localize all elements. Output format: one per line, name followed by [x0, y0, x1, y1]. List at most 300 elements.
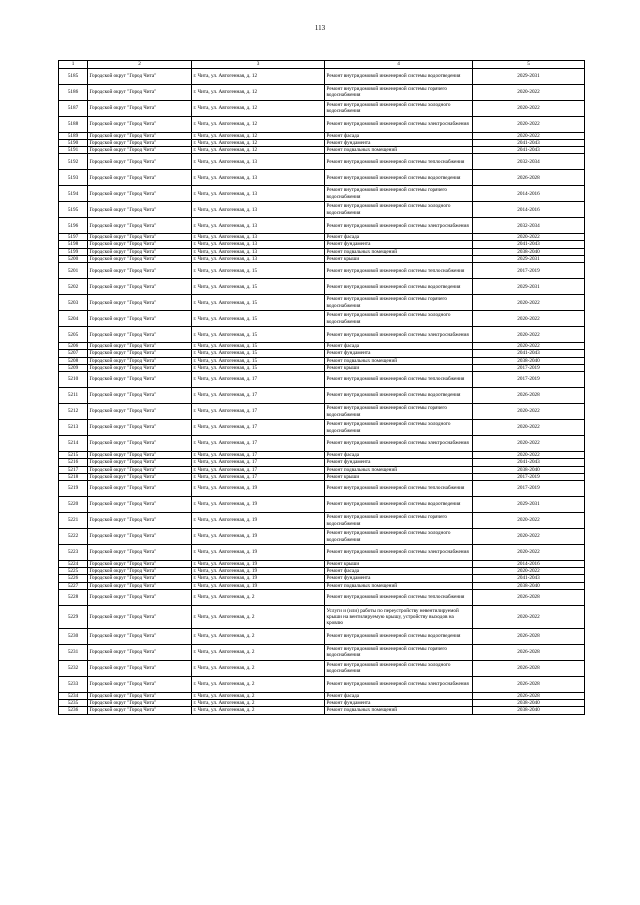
address-cell: г. Чита, ул. Автогенная, д. 13 — [192, 218, 325, 234]
period-cell: 2026-2028 — [473, 628, 585, 644]
address-cell: г. Чита, ул. Автогенная, д. 17 — [192, 466, 325, 473]
work-type-cell: Ремонт внутридомовой инженерной системы горячего водоснабжения — [325, 513, 473, 529]
period-cell: 2032-2034 — [473, 154, 585, 170]
table-row — [59, 132, 585, 139]
work-type-cell: Ремонт внутридомовой инженерной системы водоотведения — [325, 388, 473, 404]
column-header: 2 — [88, 61, 192, 69]
address-cell: г. Чита, ул. Автогенная, д. 17 — [192, 420, 325, 436]
work-type-cell: Ремонт фундамента — [325, 139, 473, 146]
work-type-cell: Ремонт фасада — [325, 452, 473, 459]
municipality-cell: Городской округ "Город Чита" — [88, 241, 192, 248]
table-row — [59, 589, 585, 605]
period-cell: 2038-2040 — [473, 707, 585, 714]
table-row — [59, 420, 585, 436]
period-cell: 2026-2028 — [473, 170, 585, 186]
municipality-cell: Городской округ "Город Чита" — [88, 676, 192, 692]
municipality-cell: Городской округ "Город Чита" — [88, 116, 192, 132]
address-cell: г. Чита, ул. Автогенная, д. 2 — [192, 605, 325, 628]
period-cell: 2020-2022 — [473, 84, 585, 100]
municipality-cell: Городской округ "Город Чита" — [88, 154, 192, 170]
period-cell: 2020-2022 — [473, 529, 585, 545]
row-number-cell: 5226 — [59, 575, 88, 582]
address-cell: г. Чита, ул. Автогенная, д. 12 — [192, 68, 325, 84]
row-number-cell: 5202 — [59, 279, 88, 295]
address-cell: г. Чита, ул. Автогенная, д. 17 — [192, 436, 325, 452]
municipality-cell: Городской округ "Город Чита" — [88, 234, 192, 241]
work-type-cell: Ремонт фундамента — [325, 700, 473, 707]
table-row — [59, 248, 585, 255]
period-cell: 2017-2019 — [473, 372, 585, 388]
address-cell: г. Чита, ул. Автогенная, д. 17 — [192, 404, 325, 420]
address-cell: г. Чита, ул. Автогенная, д. 13 — [192, 154, 325, 170]
table-row — [59, 605, 585, 628]
row-number-cell: 5186 — [59, 84, 88, 100]
work-type-cell: Ремонт фасада — [325, 568, 473, 575]
period-cell: 2038-2040 — [473, 700, 585, 707]
municipality-cell: Городской округ "Город Чита" — [88, 343, 192, 350]
address-cell: г. Чита, ул. Автогенная, д. 15 — [192, 295, 325, 311]
period-cell: 2041-2043 — [473, 350, 585, 357]
municipality-cell: Городской округ "Город Чита" — [88, 707, 192, 714]
municipality-cell: Городской округ "Город Чита" — [88, 628, 192, 644]
table-row — [59, 545, 585, 561]
table-row — [59, 372, 585, 388]
period-cell: 2026-2028 — [473, 388, 585, 404]
address-cell: г. Чита, ул. Автогенная, д. 19 — [192, 497, 325, 513]
period-cell: 2029-2031 — [473, 279, 585, 295]
address-cell: г. Чита, ул. Автогенная, д. 15 — [192, 343, 325, 350]
table-row — [59, 707, 585, 714]
table-row — [59, 68, 585, 84]
column-header: 1 — [59, 61, 88, 69]
work-type-cell: Ремонт внутридомовой инженерной системы холодного водоснабжения — [325, 420, 473, 436]
work-type-cell: Ремонт фундамента — [325, 350, 473, 357]
period-cell: 2020-2022 — [473, 132, 585, 139]
municipality-cell: Городской округ "Город Чита" — [88, 170, 192, 186]
municipality-cell: Городской округ "Город Чита" — [88, 404, 192, 420]
row-number-cell: 5233 — [59, 676, 88, 692]
work-type-cell: Ремонт внутридомовой инженерной системы холодного водоснабжения — [325, 311, 473, 327]
address-cell: г. Чита, ул. Автогенная, д. 13 — [192, 241, 325, 248]
address-cell: г. Чита, ул. Автогенная, д. 13 — [192, 170, 325, 186]
municipality-cell: Городской округ "Город Чита" — [88, 436, 192, 452]
period-cell: 2038-2040 — [473, 248, 585, 255]
row-number-cell: 5198 — [59, 241, 88, 248]
work-type-cell: Ремонт крыши — [325, 255, 473, 262]
row-number-cell: 5236 — [59, 707, 88, 714]
period-cell: 2038-2040 — [473, 582, 585, 589]
work-type-cell: Ремонт внутридомовой инженерной системы электроснабжения — [325, 545, 473, 561]
address-cell: г. Чита, ул. Автогенная, д. 13 — [192, 186, 325, 202]
municipality-cell: Городской округ "Город Чита" — [88, 575, 192, 582]
row-number-cell: 5193 — [59, 170, 88, 186]
table-row — [59, 497, 585, 513]
work-type-cell: Ремонт внутридомовой инженерной системы горячего водоснабжения — [325, 84, 473, 100]
period-cell: 2020-2022 — [473, 116, 585, 132]
row-number-cell: 5199 — [59, 248, 88, 255]
table-row — [59, 186, 585, 202]
period-cell: 2020-2022 — [473, 605, 585, 628]
municipality-cell: Городской округ "Город Чита" — [88, 146, 192, 153]
address-cell: г. Чита, ул. Автогенная, д. 2 — [192, 676, 325, 692]
work-type-cell: Ремонт крыши — [325, 473, 473, 480]
address-cell: г. Чита, ул. Автогенная, д. 17 — [192, 372, 325, 388]
period-cell: 2014-2016 — [473, 561, 585, 568]
address-cell: г. Чита, ул. Автогенная, д. 13 — [192, 234, 325, 241]
period-cell: 2041-2043 — [473, 575, 585, 582]
row-number-cell: 5212 — [59, 404, 88, 420]
municipality-cell: Городской округ "Город Чита" — [88, 327, 192, 343]
table-row — [59, 628, 585, 644]
row-number-cell: 5213 — [59, 420, 88, 436]
municipality-cell: Городской округ "Город Чита" — [88, 459, 192, 466]
municipality-cell: Городской округ "Город Чита" — [88, 255, 192, 262]
municipality-cell: Городской округ "Город Чита" — [88, 582, 192, 589]
row-number-cell: 5218 — [59, 473, 88, 480]
work-type-cell: Ремонт фундамента — [325, 459, 473, 466]
address-cell: г. Чита, ул. Автогенная, д. 15 — [192, 279, 325, 295]
municipality-cell: Городской округ "Город Чита" — [88, 700, 192, 707]
address-cell: г. Чита, ул. Автогенная, д. 13 — [192, 255, 325, 262]
row-number-cell: 5187 — [59, 100, 88, 116]
table-row — [59, 279, 585, 295]
address-cell: г. Чита, ул. Автогенная, д. 2 — [192, 660, 325, 676]
work-type-cell: Ремонт внутридомовой инженерной системы водоотведения — [325, 279, 473, 295]
table-row — [59, 575, 585, 582]
table-row — [59, 146, 585, 153]
period-cell: 2041-2043 — [473, 146, 585, 153]
municipality-cell: Городской округ "Город Чита" — [88, 692, 192, 699]
row-number-cell: 5208 — [59, 357, 88, 364]
period-cell: 2017-2019 — [473, 364, 585, 371]
address-cell: г. Чита, ул. Автогенная, д. 12 — [192, 100, 325, 116]
address-cell: г. Чита, ул. Автогенная, д. 19 — [192, 513, 325, 529]
row-number-cell: 5232 — [59, 660, 88, 676]
table-row — [59, 263, 585, 279]
row-number-cell: 5220 — [59, 497, 88, 513]
table-row — [59, 700, 585, 707]
municipality-cell: Городской округ "Город Чита" — [88, 644, 192, 660]
row-number-cell: 5210 — [59, 372, 88, 388]
row-number-cell: 5192 — [59, 154, 88, 170]
table-body — [59, 68, 585, 714]
work-type-cell: Ремонт внутридомовой инженерной системы горячего водоснабжения — [325, 186, 473, 202]
address-cell: г. Чита, ул. Автогенная, д. 15 — [192, 263, 325, 279]
row-number-cell: 5223 — [59, 545, 88, 561]
municipality-cell: Городской округ "Город Чита" — [88, 68, 192, 84]
municipality-cell: Городской округ "Город Чита" — [88, 186, 192, 202]
address-cell: г. Чита, ул. Автогенная, д. 2 — [192, 589, 325, 605]
address-cell: г. Чита, ул. Автогенная, д. 12 — [192, 146, 325, 153]
work-type-cell: Ремонт внутридомовой инженерной системы электроснабжения — [325, 676, 473, 692]
period-cell: 2020-2022 — [473, 343, 585, 350]
row-number-cell: 5221 — [59, 513, 88, 529]
work-type-cell: Ремонт внутридомовой инженерной системы теплоснабжения — [325, 589, 473, 605]
row-number-cell: 5224 — [59, 561, 88, 568]
municipality-cell: Городской округ "Город Чита" — [88, 311, 192, 327]
period-cell: 2038-2040 — [473, 357, 585, 364]
row-number-cell: 5185 — [59, 68, 88, 84]
column-header: 5 — [473, 61, 585, 69]
work-type-cell: Ремонт внутридомовой инженерной системы электроснабжения — [325, 116, 473, 132]
row-number-cell: 5190 — [59, 139, 88, 146]
row-number-cell: 5197 — [59, 234, 88, 241]
row-number-cell: 5205 — [59, 327, 88, 343]
row-number-cell: 5228 — [59, 589, 88, 605]
row-number-cell: 5194 — [59, 186, 88, 202]
column-header: 4 — [325, 61, 473, 69]
address-cell: г. Чита, ул. Автогенная, д. 15 — [192, 327, 325, 343]
period-cell: 2026-2028 — [473, 660, 585, 676]
table-row — [59, 676, 585, 692]
period-cell: 2026-2028 — [473, 644, 585, 660]
row-number-cell: 5229 — [59, 605, 88, 628]
municipality-cell: Городской округ "Город Чита" — [88, 350, 192, 357]
work-type-cell: Ремонт внутридомовой инженерной системы водоотведения — [325, 497, 473, 513]
work-type-cell: Ремонт внутридомовой инженерной системы водоотведения — [325, 170, 473, 186]
table-row — [59, 100, 585, 116]
work-type-cell: Ремонт внутридомовой инженерной системы холодного водоснабжения — [325, 100, 473, 116]
table-row — [59, 154, 585, 170]
address-cell: г. Чита, ул. Автогенная, д. 2 — [192, 692, 325, 699]
municipality-cell: Городской округ "Город Чита" — [88, 132, 192, 139]
period-cell: 2032-2034 — [473, 218, 585, 234]
row-number-cell: 5222 — [59, 529, 88, 545]
period-cell: 2020-2022 — [473, 404, 585, 420]
work-type-cell: Ремонт фасада — [325, 234, 473, 241]
period-cell: 2041-2043 — [473, 139, 585, 146]
address-cell: г. Чита, ул. Автогенная, д. 13 — [192, 248, 325, 255]
table-row — [59, 644, 585, 660]
column-number-row — [59, 61, 585, 69]
table-row — [59, 343, 585, 350]
row-number-cell: 5201 — [59, 263, 88, 279]
address-cell: г. Чита, ул. Автогенная, д. 19 — [192, 481, 325, 497]
address-cell: г. Чита, ул. Автогенная, д. 2 — [192, 700, 325, 707]
municipality-cell: Городской округ "Город Чита" — [88, 100, 192, 116]
address-cell: г. Чита, ул. Автогенная, д. 17 — [192, 388, 325, 404]
table-row — [59, 357, 585, 364]
table-row — [59, 234, 585, 241]
address-cell: г. Чита, ул. Автогенная, д. 15 — [192, 311, 325, 327]
period-cell: 2020-2022 — [473, 420, 585, 436]
period-cell: 2017-2019 — [473, 473, 585, 480]
table-row — [59, 513, 585, 529]
table-row — [59, 311, 585, 327]
address-cell: г. Чита, ул. Автогенная, д. 19 — [192, 575, 325, 582]
period-cell: 2020-2022 — [473, 452, 585, 459]
work-type-cell: Ремонт фасада — [325, 132, 473, 139]
period-cell: 2026-2028 — [473, 676, 585, 692]
table-row — [59, 116, 585, 132]
municipality-cell: Городской округ "Город Чита" — [88, 452, 192, 459]
address-cell: г. Чита, ул. Автогенная, д. 19 — [192, 545, 325, 561]
municipality-cell: Городской округ "Город Чита" — [88, 589, 192, 605]
work-type-cell: Ремонт крыши — [325, 364, 473, 371]
period-cell: 2020-2022 — [473, 100, 585, 116]
page-number: 113 — [314, 24, 326, 32]
table-row — [59, 139, 585, 146]
work-type-cell: Ремонт внутридомовой инженерной системы холодного водоснабжения — [325, 202, 473, 218]
work-type-cell: Ремонт внутридомовой инженерной системы электроснабжения — [325, 218, 473, 234]
row-number-cell: 5219 — [59, 481, 88, 497]
work-type-cell: Ремонт внутридомовой инженерной системы теплоснабжения — [325, 154, 473, 170]
table-row — [59, 388, 585, 404]
table-row — [59, 466, 585, 473]
row-number-cell: 5230 — [59, 628, 88, 644]
municipality-cell: Городской округ "Город Чита" — [88, 364, 192, 371]
row-number-cell: 5234 — [59, 692, 88, 699]
row-number-cell: 5215 — [59, 452, 88, 459]
work-type-cell: Ремонт подвальных помещений — [325, 357, 473, 364]
address-cell: г. Чита, ул. Автогенная, д. 19 — [192, 568, 325, 575]
table-row — [59, 404, 585, 420]
row-number-cell: 5207 — [59, 350, 88, 357]
municipality-cell: Городской округ "Город Чита" — [88, 388, 192, 404]
work-type-cell: Ремонт внутридомовой инженерной системы теплоснабжения — [325, 481, 473, 497]
table-row — [59, 452, 585, 459]
period-cell: 2020-2022 — [473, 436, 585, 452]
row-number-cell: 5217 — [59, 466, 88, 473]
row-number-cell: 5196 — [59, 218, 88, 234]
address-cell: г. Чита, ул. Автогенная, д. 15 — [192, 350, 325, 357]
period-cell: 2029-2031 — [473, 255, 585, 262]
work-type-cell: Ремонт внутридомовой инженерной системы электроснабжения — [325, 436, 473, 452]
period-cell: 2029-2031 — [473, 497, 585, 513]
address-cell: г. Чита, ул. Автогенная, д. 2 — [192, 644, 325, 660]
address-cell: г. Чита, ул. Автогенная, д. 17 — [192, 452, 325, 459]
table-row — [59, 459, 585, 466]
work-type-cell: Ремонт внутридомовой инженерной системы холодного водоснабжения — [325, 529, 473, 545]
work-type-cell: Ремонт подвальных помещений — [325, 248, 473, 255]
municipality-cell: Городской округ "Город Чита" — [88, 481, 192, 497]
period-cell: 2026-2028 — [473, 589, 585, 605]
table-row — [59, 436, 585, 452]
address-cell: г. Чита, ул. Автогенная, д. 12 — [192, 84, 325, 100]
address-cell: г. Чита, ул. Автогенная, д. 2 — [192, 707, 325, 714]
table-row — [59, 241, 585, 248]
row-number-cell: 5204 — [59, 311, 88, 327]
municipality-cell: Городской округ "Город Чита" — [88, 561, 192, 568]
period-cell: 2026-2028 — [473, 692, 585, 699]
row-number-cell: 5200 — [59, 255, 88, 262]
table-row — [59, 170, 585, 186]
column-header: 3 — [192, 61, 325, 69]
row-number-cell: 5209 — [59, 364, 88, 371]
work-type-cell: Ремонт внутридомовой инженерной системы электроснабжения — [325, 327, 473, 343]
row-number-cell: 5206 — [59, 343, 88, 350]
municipality-cell: Городской округ "Город Чита" — [88, 605, 192, 628]
row-number-cell: 5211 — [59, 388, 88, 404]
table-row — [59, 692, 585, 699]
address-cell: г. Чита, ул. Автогенная, д. 15 — [192, 357, 325, 364]
period-cell: 2020-2022 — [473, 234, 585, 241]
period-cell: 2014-2016 — [473, 202, 585, 218]
work-type-cell: Ремонт внутридомовой инженерной системы горячего водоснабжения — [325, 644, 473, 660]
address-cell: г. Чита, ул. Автогенная, д. 17 — [192, 473, 325, 480]
table-row — [59, 84, 585, 100]
period-cell: 2020-2022 — [473, 311, 585, 327]
municipality-cell: Городской округ "Город Чита" — [88, 545, 192, 561]
municipality-cell: Городской округ "Город Чита" — [88, 139, 192, 146]
municipality-cell: Городской округ "Город Чита" — [88, 497, 192, 513]
work-type-cell: Услуги и (или) работы по переустройству невентилируемой крыши на вентилируемую крышу, устройству выходов на кровлю — [325, 605, 473, 628]
work-type-cell: Ремонт внутридомовой инженерной системы холодного водоснабжения — [325, 660, 473, 676]
period-cell: 2020-2022 — [473, 295, 585, 311]
municipality-cell: Городской округ "Город Чита" — [88, 372, 192, 388]
work-type-cell: Ремонт внутридомовой инженерной системы горячего водоснабжения — [325, 404, 473, 420]
work-type-cell: Ремонт подвальных помещений — [325, 146, 473, 153]
work-type-cell: Ремонт внутридомовой инженерной системы горячего водоснабжения — [325, 295, 473, 311]
address-cell: г. Чита, ул. Автогенная, д. 12 — [192, 139, 325, 146]
period-cell: 2020-2022 — [473, 327, 585, 343]
row-number-cell: 5216 — [59, 459, 88, 466]
address-cell: г. Чита, ул. Автогенная, д. 17 — [192, 459, 325, 466]
row-number-cell: 5231 — [59, 644, 88, 660]
period-cell: 2041-2043 — [473, 241, 585, 248]
row-number-cell: 5227 — [59, 582, 88, 589]
table-row — [59, 364, 585, 371]
municipality-cell: Городской округ "Город Чита" — [88, 473, 192, 480]
period-cell: 2017-2019 — [473, 481, 585, 497]
work-type-cell: Ремонт внутридомовой инженерной системы теплоснабжения — [325, 372, 473, 388]
address-cell: г. Чита, ул. Автогенная, д. 19 — [192, 529, 325, 545]
work-type-cell: Ремонт фасада — [325, 692, 473, 699]
row-number-cell: 5235 — [59, 700, 88, 707]
address-cell: г. Чита, ул. Автогенная, д. 15 — [192, 364, 325, 371]
period-cell: 2020-2022 — [473, 568, 585, 575]
row-number-cell: 5214 — [59, 436, 88, 452]
municipality-cell: Городской округ "Город Чита" — [88, 466, 192, 473]
row-number-cell: 5195 — [59, 202, 88, 218]
table-row — [59, 481, 585, 497]
municipality-cell: Городской округ "Город Чита" — [88, 568, 192, 575]
municipality-cell: Городской округ "Город Чита" — [88, 279, 192, 295]
address-cell: г. Чита, ул. Автогенная, д. 19 — [192, 561, 325, 568]
period-cell: 2020-2022 — [473, 545, 585, 561]
period-cell: 2020-2022 — [473, 513, 585, 529]
period-cell: 2014-2016 — [473, 186, 585, 202]
period-cell: 2017-2019 — [473, 263, 585, 279]
period-cell: 2029-2031 — [473, 68, 585, 84]
municipality-cell: Городской округ "Город Чита" — [88, 263, 192, 279]
row-number-cell: 5225 — [59, 568, 88, 575]
municipality-cell: Городской округ "Город Чита" — [88, 660, 192, 676]
address-cell: г. Чита, ул. Автогенная, д. 12 — [192, 132, 325, 139]
work-type-cell: Ремонт подвальных помещений — [325, 707, 473, 714]
municipality-cell: Городской округ "Город Чита" — [88, 218, 192, 234]
table-row — [59, 218, 585, 234]
row-number-cell: 5191 — [59, 146, 88, 153]
repair-schedule-table — [58, 60, 585, 715]
period-cell: 2041-2043 — [473, 459, 585, 466]
table-row — [59, 327, 585, 343]
work-type-cell: Ремонт крыши — [325, 561, 473, 568]
row-number-cell: 5203 — [59, 295, 88, 311]
work-type-cell: Ремонт фасада — [325, 343, 473, 350]
address-cell: г. Чита, ул. Автогенная, д. 2 — [192, 628, 325, 644]
table-row — [59, 295, 585, 311]
municipality-cell: Городской округ "Город Чита" — [88, 420, 192, 436]
municipality-cell: Городской округ "Город Чита" — [88, 513, 192, 529]
address-cell: г. Чита, ул. Автогенная, д. 12 — [192, 116, 325, 132]
address-cell: г. Чита, ул. Автогенная, д. 13 — [192, 202, 325, 218]
work-type-cell: Ремонт подвальных помещений — [325, 582, 473, 589]
municipality-cell: Городской округ "Город Чита" — [88, 248, 192, 255]
municipality-cell: Городской округ "Город Чита" — [88, 357, 192, 364]
work-type-cell: Ремонт фундамента — [325, 241, 473, 248]
work-type-cell: Ремонт фундамента — [325, 575, 473, 582]
